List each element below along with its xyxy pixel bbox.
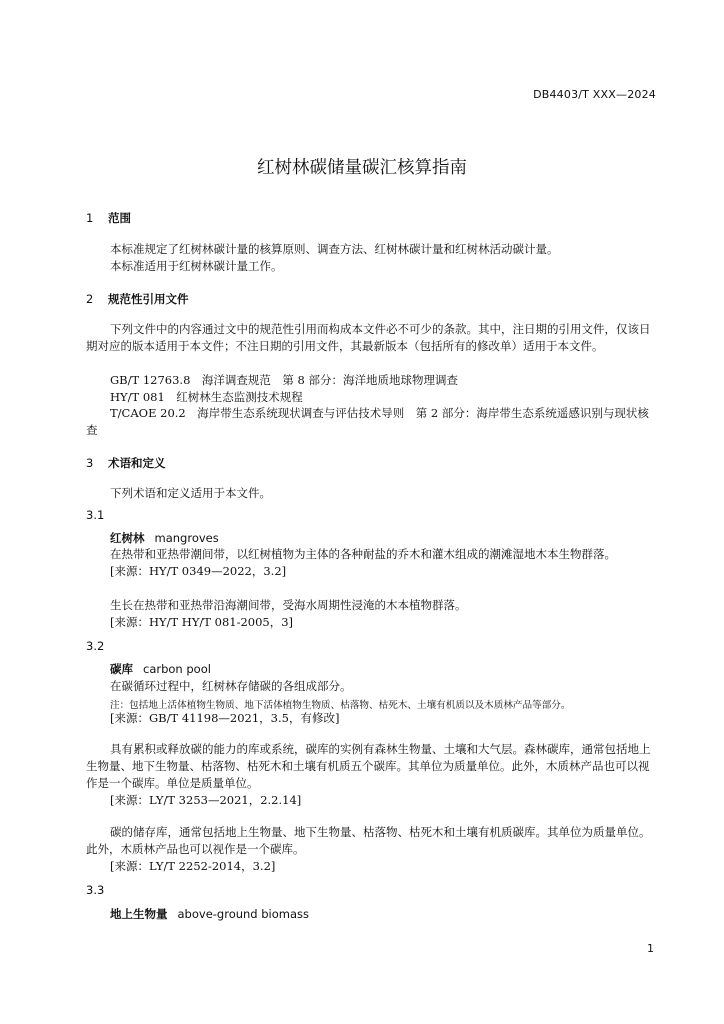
section-2-heading xyxy=(86,291,189,307)
term-en: carbon pool xyxy=(143,662,211,676)
paragraph: 碳的储存库，通常包括地上生物量、地下生物量、枯落物、枯死木和土壤有机质碳库。其单位为质量单位。此外，木质林产品也可以视作是一个碳库。 xyxy=(86,825,651,856)
paragraph: 下列术语和定义适用于本文件。 xyxy=(110,486,271,500)
section-number: 2 xyxy=(86,292,94,306)
clause-number: 3.1 xyxy=(86,508,105,522)
term-heading xyxy=(110,661,211,677)
clause-number: 3.2 xyxy=(86,639,105,653)
section-title: 术语和定义 xyxy=(108,456,166,470)
page-number: 1 xyxy=(647,942,654,955)
reference-item: HY/T 081 红树林生态监测技术规程 xyxy=(110,390,303,404)
definition: 在热带和亚热带潮间带，以红树植物为主体的各种耐盐的乔木和灌木组成的潮滩湿地木本生物群落。 xyxy=(110,547,616,561)
term-cn: 地上生物量 xyxy=(110,907,168,921)
source-citation: [来源：GB/T 41198—2021，3.5，有修改] xyxy=(110,711,340,725)
doc-code: DB4403/T XXX—2024 xyxy=(533,88,656,101)
clause-number: 3.3 xyxy=(86,883,105,897)
note: 注：包括地上活体植物生物质、地下活体植物生物质、枯落物、枯死木、土壤有机质以及木质林产品等部分。 xyxy=(110,700,571,711)
reference-item: GB/T 12763.8 海洋调查规范 第 8 部分：海洋地质地球物理调查 xyxy=(110,373,459,387)
paragraph: 本标准适用于红树林碳计量工作。 xyxy=(110,259,283,273)
source-citation: [来源：HY/T HY/T 081-2005，3] xyxy=(110,615,294,629)
paragraph: 下列文件中的内容通过文中的规范性引用而构成本文件必不可少的条款。其中，注日期的引用文件，仅该日期对应的版本适用于本文件；不注日期的引用文件，其最新版本（包括所有的修改单）适用于本文件。 xyxy=(86,322,651,353)
term-heading xyxy=(110,906,309,922)
term-cn: 碳库 xyxy=(110,662,133,676)
section-title: 规范性引用文件 xyxy=(108,292,189,306)
section-number: 1 xyxy=(86,211,94,225)
section-3-heading xyxy=(86,455,166,471)
paragraph: 本标准规定了红树林碳计量的核算原则、调查方法、红树林碳计量和红树林活动碳计量。 xyxy=(110,242,559,256)
source-citation: [来源：HY/T 0349—2022，3.2] xyxy=(110,564,287,578)
term-heading xyxy=(110,530,219,546)
term-cn: 红树林 xyxy=(110,531,145,545)
term-en: mangroves xyxy=(154,531,219,545)
paragraph: 具有累积或释放碳的能力的库或系统，碳库的实例有森林生物量、土壤和大气层。森林碳库，通常包括地上生物量、地下生物量、枯落物、枯死木和土壤有机质五个碳库。其单位为质量单位。此外，木质林产品也可以视作是一个碳库。单位是质量单位。 xyxy=(86,742,651,790)
definition: 在碳循环过程中，红树林存储碳的各组成部分。 xyxy=(110,679,352,693)
source-citation: [来源：LY/T 2252-2014，3.2] xyxy=(110,859,276,873)
section-number: 3 xyxy=(86,456,94,470)
reference-item: T/CAOE 20.2 海岸带生态系统现状调查与评估技术导则 第 2 部分：海岸带生态系统遥感识别与现状核查 xyxy=(86,406,649,437)
page-title: 红树林碳储量碳汇核算指南 xyxy=(257,158,467,178)
source-citation: [来源：LY/T 3253—2021，2.2.14] xyxy=(110,793,302,807)
definition: 生长在热带和亚热带沿海潮间带，受海水周期性浸淹的木本植物群落。 xyxy=(110,598,467,612)
section-1-heading xyxy=(86,210,131,226)
section-title: 范围 xyxy=(108,211,131,225)
term-en: above-ground biomass xyxy=(177,907,310,921)
